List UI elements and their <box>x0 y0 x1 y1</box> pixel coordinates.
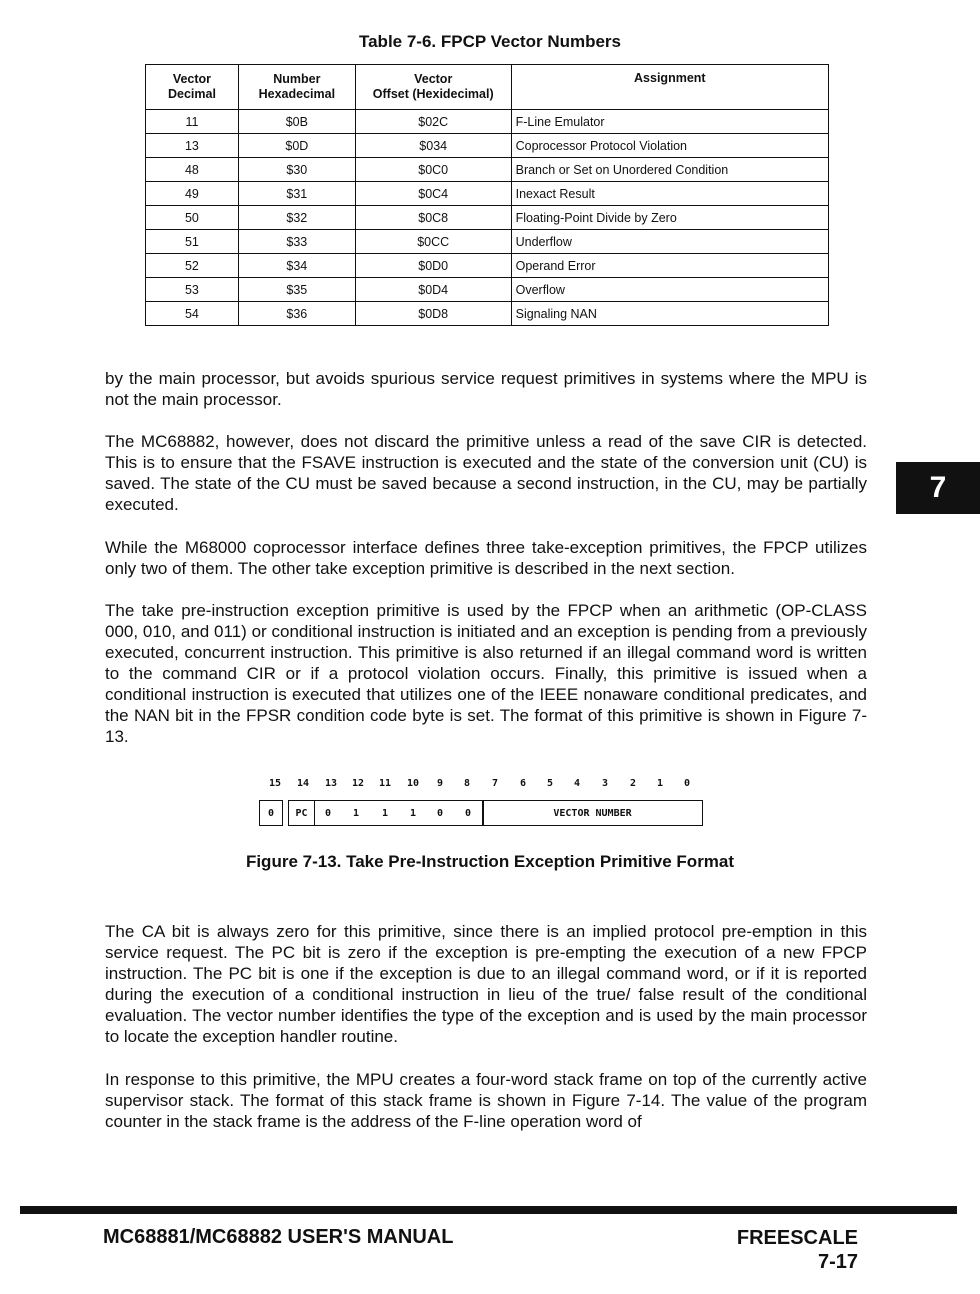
fixed-bit-value: 1 <box>353 808 360 819</box>
pc-bit-field: PC <box>288 800 315 826</box>
cell-hex: $0B <box>238 110 355 134</box>
ca-bit-field: 0 <box>259 800 283 826</box>
paragraph-2: The MC68882, however, does not discard the primitive unless a read of the save CIR is detected. This is to ensure that the FSAVE instruction is executed and the state of the conversion unit (CU) is saved. The state of the CU must be saved because a second instruction, in the CU, may be partially executed. <box>105 432 867 514</box>
table-row <box>146 302 829 326</box>
chapter-tab: 7 <box>896 462 980 514</box>
paragraph-1: by the main processor, but avoids spurious service request primitives in systems where the MPU is not the main processor. <box>105 369 867 409</box>
cell-offset: $0C4 <box>355 182 511 206</box>
table-row <box>146 278 829 302</box>
cell-hex: $36 <box>238 302 355 326</box>
header-vector-offset: Vector Offset (Hexidecimal) <box>355 65 511 110</box>
header-vector-decimal: Vector Decimal <box>146 65 239 110</box>
bit-number: 2 <box>630 778 637 789</box>
paragraph-6: In response to this primitive, the MPU creates a four-word stack frame on top of the currently active supervisor stack. The format of this stack frame is shown in Figure 7-14. The value of the program counter in the stack frame is the address of the F-line operation word of <box>105 1070 867 1131</box>
bit-number: 8 <box>464 778 471 789</box>
cell-decimal: 52 <box>146 254 239 278</box>
bit-number: 10 <box>407 778 420 789</box>
bit-number: 12 <box>352 778 365 789</box>
cell-decimal: 54 <box>146 302 239 326</box>
cell-offset: $0D0 <box>355 254 511 278</box>
cell-assignment: Floating-Point Divide by Zero <box>511 206 828 230</box>
cell-hex: $35 <box>238 278 355 302</box>
cell-assignment: Operand Error <box>511 254 828 278</box>
cell-assignment: Coprocessor Protocol Violation <box>511 134 828 158</box>
cell-decimal: 48 <box>146 158 239 182</box>
cell-assignment: Overflow <box>511 278 828 302</box>
cell-assignment: Branch or Set on Unordered Condition <box>511 158 828 182</box>
fixed-bit-value: 0 <box>325 808 332 819</box>
cell-hex: $31 <box>238 182 355 206</box>
figure-caption: Figure 7-13. Take Pre-Instruction Exception Primitive Format <box>245 852 735 871</box>
paragraph-4: The take pre-instruction exception primitive is used by the FPCP when an arithmetic (OP-CLASS 000, 010, and 011) or conditional instruction is initiated and an exception is pending from a previously executed, concurrent instruction. This primitive is also returned if an illegal command word is written to the command CIR or if a protocol violation occurs. Finally, this primitive is issued when a conditional instruction is executed that utilizes one of the IEEE nonaware conditional predicates, and the NAN bit in the FPSR condition code byte is set. The format of this primitive is shown in Figure 7-13. <box>105 601 867 746</box>
fixed-bit-value: 0 <box>465 808 472 819</box>
cell-offset: $02C <box>355 110 511 134</box>
cell-hex: $30 <box>238 158 355 182</box>
table-title: Table 7-6. FPCP Vector Numbers <box>358 32 621 51</box>
bit-number: 15 <box>269 778 282 789</box>
cell-assignment: F-Line Emulator <box>511 110 828 134</box>
bit-number: 3 <box>602 778 609 789</box>
vector-number-field: VECTOR NUMBER <box>482 800 703 826</box>
cell-hex: $0D <box>238 134 355 158</box>
cell-hex: $34 <box>238 254 355 278</box>
cell-decimal: 51 <box>146 230 239 254</box>
bit-number: 5 <box>547 778 554 789</box>
bit-number: 9 <box>437 778 444 789</box>
cell-decimal: 50 <box>146 206 239 230</box>
cell-offset: $0D4 <box>355 278 511 302</box>
vector-table <box>145 64 829 326</box>
paragraph-3: While the M68000 coprocessor interface defines three take-exception primitives, the FPCP utilizes only two of them. The other take exception primitive is described in the next section. <box>105 538 867 578</box>
cell-assignment: Underflow <box>511 230 828 254</box>
cell-offset: $0CC <box>355 230 511 254</box>
table-row <box>146 230 829 254</box>
bit-number: 0 <box>684 778 691 789</box>
cell-decimal: 53 <box>146 278 239 302</box>
paragraph-5: The CA bit is always zero for this primitive, since there is an implied protocol pre-emption in this service request. The PC bit is zero if the exception is pre-empting the execution of a new FPCP instruction. The PC bit is one if the exception is due to an illegal command word, or if it is reported during the execution of a conditional instruction in lieu of the true/ false result of the conditional evaluation. The vector number identifies the type of the exception and is used by the main processor to locate the exception handler routine. <box>105 922 867 1046</box>
footer-divider <box>20 1206 957 1214</box>
table-row <box>146 254 829 278</box>
page-number: 7-17 <box>817 1251 858 1273</box>
fixed-bit-value: 1 <box>410 808 417 819</box>
cell-decimal: 11 <box>146 110 239 134</box>
cell-decimal: 49 <box>146 182 239 206</box>
bit-number: 11 <box>379 778 392 789</box>
table-header-row <box>146 65 829 110</box>
bit-number: 4 <box>574 778 581 789</box>
bit-number: 7 <box>492 778 499 789</box>
cell-offset: $0C0 <box>355 158 511 182</box>
header-number-hex: Number Hexadecimal <box>238 65 355 110</box>
table-row <box>146 110 829 134</box>
cell-assignment: Signaling NAN <box>511 302 828 326</box>
footer-manual-title: MC68881/MC68882 USER'S MANUAL <box>103 1226 454 1248</box>
header-assignment: Assignment <box>511 65 828 110</box>
table-row <box>146 206 829 230</box>
bit-number: 1 <box>657 778 664 789</box>
table-row <box>146 182 829 206</box>
cell-hex: $32 <box>238 206 355 230</box>
cell-offset: $034 <box>355 134 511 158</box>
fixed-bit-value: 1 <box>382 808 389 819</box>
cell-hex: $33 <box>238 230 355 254</box>
cell-decimal: 13 <box>146 134 239 158</box>
cell-offset: $0C8 <box>355 206 511 230</box>
bit-number: 14 <box>297 778 310 789</box>
table-row <box>146 158 829 182</box>
cell-offset: $0D8 <box>355 302 511 326</box>
bit-number: 13 <box>325 778 338 789</box>
cell-assignment: Inexact Result <box>511 182 828 206</box>
bit-number: 6 <box>520 778 527 789</box>
fixed-bit-value: 0 <box>437 808 444 819</box>
footer-company: FREESCALE <box>736 1227 858 1249</box>
table-row <box>146 134 829 158</box>
fixed-bits-field <box>314 800 484 826</box>
footer-right <box>737 1226 858 1274</box>
